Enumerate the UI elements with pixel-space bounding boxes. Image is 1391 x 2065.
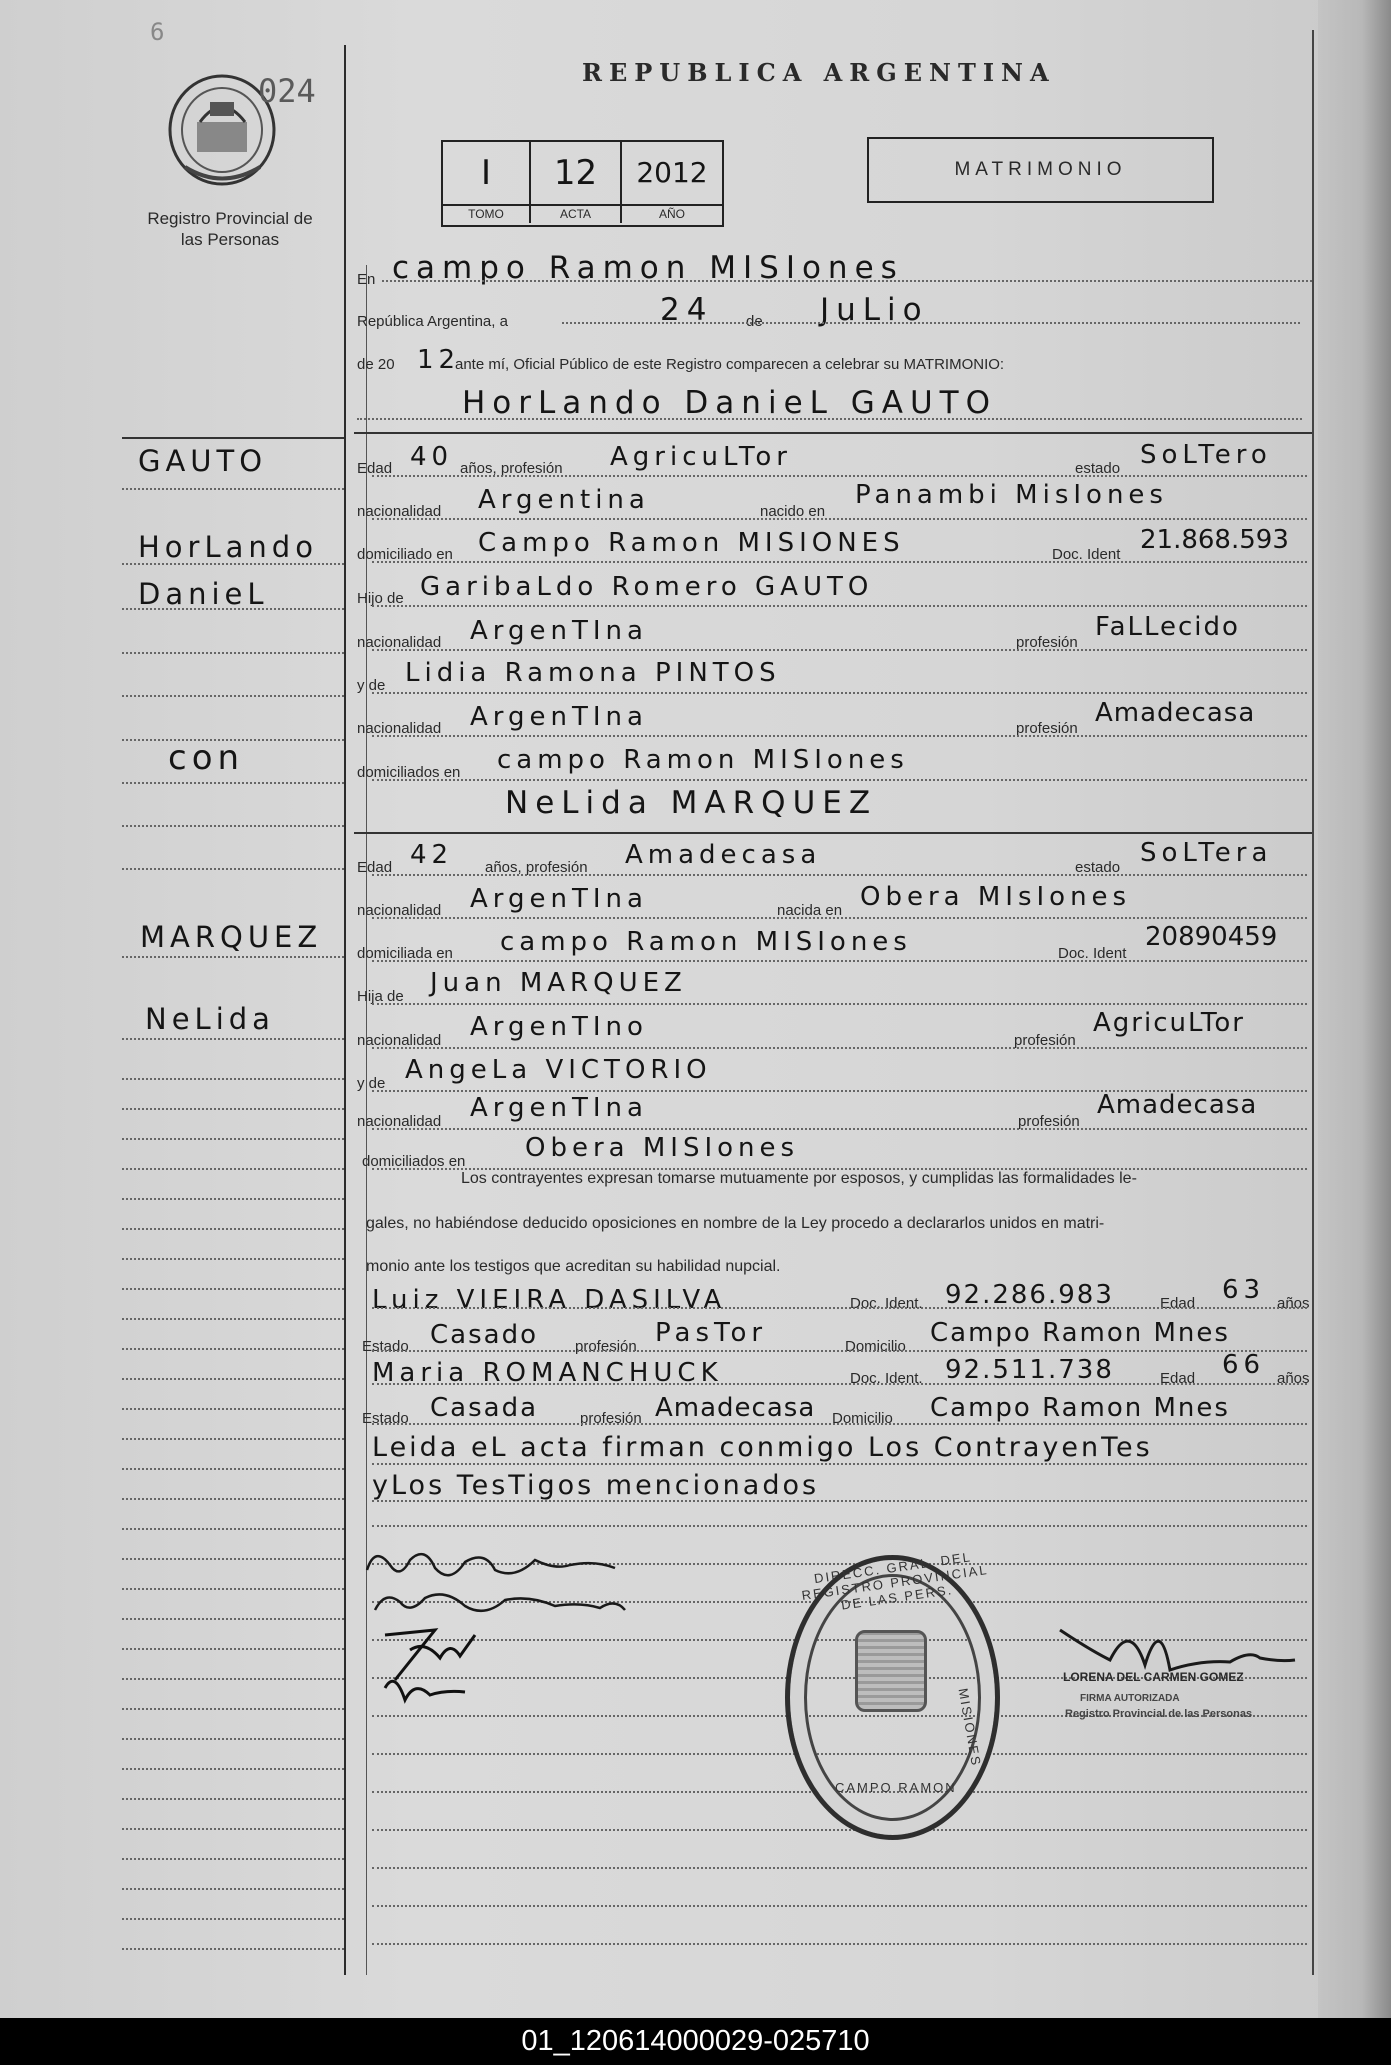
acta-cell — [531, 142, 622, 223]
side-ruled-line — [122, 1438, 344, 1440]
body-ruled-line — [372, 960, 1307, 962]
register-table — [441, 140, 724, 227]
side-ruled-line — [122, 1708, 344, 1710]
side-ruled-line — [122, 1588, 344, 1590]
side-ruled-line — [122, 1228, 344, 1230]
bride-mother-nac-label: nacionalidad — [357, 1113, 442, 1130]
bride-father: Juan MARQUEZ — [430, 968, 687, 998]
body-ruled-line — [372, 874, 1307, 876]
witness2-dom-label: Domicilio — [832, 1410, 893, 1427]
groom-age: 40 — [410, 442, 454, 472]
page-edge-shadow — [1318, 0, 1391, 2018]
seal-center-text: CAMPO RAMON — [835, 1780, 957, 1795]
body-ruled-line — [372, 779, 1307, 781]
witness2-profession: Amadecasa — [655, 1393, 816, 1423]
body-ruled-line — [372, 605, 1307, 607]
witness2-prof-label: profesión — [580, 1410, 642, 1427]
bride-nationality: ArgenTIna — [470, 884, 648, 914]
seal-emblem — [855, 1630, 927, 1712]
body-ruled-line — [372, 917, 1307, 919]
body-ruled-line — [372, 1905, 1307, 1907]
document-id: 01_120614000029-025710 — [521, 2025, 870, 2057]
legal-line-1: Los contrayentes expresan tomarse mutuamente por esposos, y cumplidas las formalidades le- — [461, 1170, 1137, 1187]
de-label: de — [746, 313, 763, 330]
groom-doc: 21.868.593 — [1140, 525, 1289, 555]
bride-y-de-label: y de — [357, 1075, 386, 1092]
acta-value: 12 — [531, 142, 620, 206]
witness1-age: 63 — [1222, 1275, 1266, 1305]
body-ruled-line — [372, 518, 1307, 520]
bride-mother-prof-label: profesión — [1018, 1113, 1080, 1130]
side-ruled-line — [122, 1888, 344, 1890]
side-ruled-line — [122, 1678, 344, 1680]
body-ruled-line — [372, 1500, 1307, 1502]
closing-line-1: Leida eL acta firman conmigo Los ContrayenTes — [372, 1432, 1153, 1463]
bride-doc-label: Doc. Ident — [1058, 945, 1127, 962]
body-ruled-line — [372, 1350, 1307, 1352]
body-ruled-line — [372, 649, 1307, 651]
witness1-profession: PasTor — [655, 1318, 768, 1348]
handwritten-signatures — [355, 1540, 675, 1720]
witness1-estado-label: Estado — [362, 1338, 409, 1355]
side-ruled-line — [122, 1498, 344, 1500]
bride-profesion-label: años, profesión — [485, 859, 588, 876]
witness1-anios-label: años — [1277, 1295, 1310, 1312]
groom-mother-nationality: ArgenTIna — [470, 702, 648, 732]
side-ruled-line — [122, 956, 344, 958]
side-ruled-line — [122, 1738, 344, 1740]
groom-divider — [354, 432, 1312, 434]
witness1-name: Luiz VIEIRA DASILVA — [372, 1285, 727, 1315]
legal-line-3: monio ante los testigos que acreditan su habilidad nupcial. — [366, 1258, 781, 1275]
left-border — [344, 45, 346, 1975]
body-ruled-line — [372, 1047, 1307, 1049]
bride-doc: 20890459 — [1145, 922, 1278, 952]
hija-de-label: Hija de — [357, 988, 404, 1005]
side-con: con — [168, 738, 245, 778]
body-ruled-line — [372, 1867, 1307, 1869]
bride-age: 42 — [410, 840, 454, 870]
side-ruled-line — [122, 1408, 344, 1410]
body-ruled-line — [372, 692, 1307, 694]
groom-doc-label: Doc. Ident — [1052, 546, 1121, 563]
side-divider — [122, 437, 344, 439]
side-bride-first: NeLida — [145, 1002, 275, 1036]
groom-father-nationality: ArgenTIna — [470, 616, 648, 646]
witness1-status: Casado — [430, 1320, 538, 1350]
bride-estado-label: estado — [1075, 859, 1121, 876]
side-ruled-line — [122, 1348, 344, 1350]
groom-status: SoLTero — [1140, 440, 1272, 470]
body-ruled-line — [372, 561, 1307, 563]
body-ruled-line — [372, 1168, 1307, 1170]
statement-text: ante mí, Oficial Público de este Registro comparecen a celebrar su MATRIMONIO: — [455, 356, 1005, 373]
side-ruled-line — [122, 1078, 344, 1080]
side-ruled-line — [122, 1618, 344, 1620]
bride-parents-dom-label: domiciliados en — [362, 1153, 466, 1170]
org-name: Registro Provincial de las Personas — [147, 209, 313, 249]
bride-status: SoLTera — [1140, 838, 1273, 868]
bride-edad-label: Edad — [357, 859, 393, 876]
groom-profesion-label: años, profesión — [460, 460, 563, 477]
bride-birthplace: Obera MIsIones — [860, 882, 1132, 912]
bride-dom-label: domiciliada en — [357, 945, 453, 962]
anio-value: 2012 — [622, 142, 722, 206]
side-ruled-line — [122, 782, 344, 784]
groom-y-de-label: y de — [357, 677, 386, 694]
seal-right-text: MISIONES — [955, 1687, 985, 1768]
side-ruled-line — [122, 1168, 344, 1170]
groom-dom-label: domiciliado en — [357, 546, 453, 563]
side-ruled-line — [122, 1648, 344, 1650]
body-ruled-line — [372, 1943, 1307, 1945]
witness2-estado-label: Estado — [362, 1410, 409, 1427]
bride-domicile: campo Ramon MISIones — [500, 927, 912, 957]
side-ruled-line — [122, 1858, 344, 1860]
side-ruled-line — [122, 563, 344, 565]
month-value: JuLio — [820, 292, 929, 328]
side-ruled-line — [122, 1108, 344, 1110]
anio-cell — [622, 142, 722, 223]
groom-full-name: HorLando DanieL GAUTO — [462, 385, 998, 421]
tomo-value: I — [443, 142, 529, 206]
groom-edad-label: Edad — [357, 460, 393, 477]
groom-mother-nac-label: nacionalidad — [357, 720, 442, 737]
side-ruled-line — [122, 1468, 344, 1470]
side-ruled-line — [122, 1378, 344, 1380]
groom-parents-dom-label: domiciliados en — [357, 764, 461, 781]
side-ruled-line — [122, 1828, 344, 1830]
groom-mother-prof-label: profesión — [1016, 720, 1078, 737]
right-border — [1312, 30, 1314, 1975]
groom-estado-label: estado — [1075, 460, 1121, 477]
legal-line-2: gales, no habiéndose deducido oposiciones en nombre de la Ley procedo a declararlos unidos en matri- — [366, 1215, 1105, 1232]
body-ruled-line — [372, 1128, 1307, 1130]
bride-nac-label: nacionalidad — [357, 902, 442, 919]
page-stamp-number: 024 — [258, 72, 316, 110]
side-ruled-line — [122, 1768, 344, 1770]
bride-father-nac-label: nacionalidad — [357, 1032, 442, 1049]
side-ruled-line — [122, 1258, 344, 1260]
side-ruled-line — [122, 488, 344, 490]
republica-label: República Argentina, a — [357, 313, 508, 330]
witness2-name: Maria ROMANCHUCK — [372, 1358, 723, 1388]
year-value: 12 — [417, 345, 461, 375]
witness2-edad-label: Edad — [1160, 1370, 1196, 1387]
body-ruled-line — [372, 735, 1307, 737]
side-bride-surname: MARQUEZ — [140, 920, 323, 954]
body-ruled-line — [372, 1525, 1307, 1527]
intro-line-4 — [357, 418, 1302, 420]
side-ruled-line — [122, 608, 344, 610]
body-ruled-line — [372, 1003, 1307, 1005]
bride-profession: Amadecasa — [625, 840, 822, 870]
side-ruled-line — [122, 1138, 344, 1140]
body-ruled-line — [372, 1307, 1307, 1309]
side-ruled-line — [122, 1528, 344, 1530]
witness2-age: 66 — [1222, 1350, 1266, 1380]
document-title: REPUBLICA ARGENTINA — [582, 58, 1056, 87]
act-type-box: MATRIMONIO — [867, 137, 1214, 203]
groom-nac-label: nacionalidad — [357, 503, 442, 520]
witness1-domicile: Campo Ramon Mnes — [930, 1318, 1230, 1348]
side-ruled-line — [122, 652, 344, 654]
groom-nacido-label: nacido en — [760, 503, 826, 520]
witness1-doc-label: Doc. Ident. — [850, 1295, 923, 1312]
witness2-doc: 92.511.738 — [945, 1355, 1114, 1385]
side-ruled-line — [122, 1038, 344, 1040]
groom-domicile: Campo Ramon MISIONES — [478, 528, 905, 558]
body-ruled-line — [372, 1463, 1307, 1465]
groom-father-profession: FaLLecido — [1095, 612, 1240, 642]
side-ruled-line — [122, 1558, 344, 1560]
bride-mother: AngeLa VICTORIO — [405, 1055, 712, 1085]
bride-parents-domicile: Obera MISIones — [525, 1133, 800, 1163]
groom-profession: AgricuLTor — [610, 442, 792, 472]
intro-line-2 — [562, 322, 1300, 324]
year-prefix: de 20 — [357, 356, 395, 373]
closing-line-2: yLos TesTigos mencionados — [372, 1470, 820, 1501]
witness2-status: Casada — [430, 1393, 539, 1423]
side-ruled-line — [122, 739, 344, 741]
side-ruled-line — [122, 1318, 344, 1320]
bride-father-prof-label: profesión — [1014, 1032, 1076, 1049]
witness2-doc-label: Doc. Ident. — [850, 1370, 923, 1387]
witness1-prof-label: profesión — [575, 1338, 637, 1355]
side-groom-surname: GAUTO — [138, 444, 268, 478]
groom-mother: Lidia Ramona PINTOS — [405, 658, 781, 688]
en-label: En — [357, 271, 376, 288]
side-ruled-line — [122, 1288, 344, 1290]
hijo-de-label: Hijo de — [357, 590, 404, 607]
side-ruled-line — [122, 868, 344, 870]
tomo-cell — [443, 142, 531, 223]
side-groom-middle: DanieL — [138, 577, 269, 611]
side-ruled-line — [122, 1798, 344, 1800]
bride-divider — [354, 832, 1312, 834]
body-ruled-line — [372, 475, 1307, 477]
acta-label: ACTA — [559, 207, 592, 221]
official-role: FIRMA AUTORIZADA — [1080, 1693, 1180, 1704]
bride-mother-profession: Amadecasa — [1097, 1090, 1258, 1120]
witness1-dom-label: Domicilio — [845, 1338, 906, 1355]
groom-birthplace: Panambi MisIones — [855, 480, 1168, 510]
side-ruled-line — [122, 825, 344, 827]
bride-full-name: NeLida MARQUEZ — [505, 785, 878, 821]
witness1-doc: 92.286.983 — [945, 1280, 1114, 1310]
official-name: LORENA DEL CARMEN GOMEZ — [1063, 1670, 1244, 1684]
body-ruled-line — [372, 1383, 1307, 1385]
groom-nationality: Argentina — [478, 485, 650, 515]
witness1-edad-label: Edad — [1160, 1295, 1196, 1312]
anio-label: AÑO — [658, 207, 685, 221]
side-ruled-line — [122, 695, 344, 697]
groom-father: GaribaLdo Romero GAUTO — [420, 572, 874, 602]
official-org: Registro Provincial de las Personas — [1065, 1708, 1253, 1720]
intro-line-1 — [382, 280, 1312, 282]
bride-father-profession: AgricuLTor — [1093, 1008, 1245, 1038]
bride-father-nationality: ArgenTIno — [470, 1012, 648, 1042]
groom-father-nac-label: nacionalidad — [357, 634, 442, 651]
tomo-label: TOMO — [468, 207, 504, 221]
bride-mother-nationality: ArgenTIna — [470, 1093, 648, 1123]
side-groom-first: HorLando — [138, 530, 318, 564]
groom-mother-profession: Amadecasa — [1095, 698, 1256, 728]
bride-nacida-label: nacida en — [777, 902, 843, 919]
seal-text: DIRECC. GRAL. DEL REGISTRO PROVINCIAL DE LAS PERS. — [800, 1549, 990, 1613]
body-ruled-line — [372, 1090, 1307, 1092]
side-ruled-line — [122, 1918, 344, 1920]
place-value: campo Ramon MISIones — [392, 250, 904, 286]
witness2-anios-label: años — [1277, 1370, 1310, 1387]
corner-mark: 6 — [150, 18, 165, 46]
groom-father-prof-label: profesión — [1016, 634, 1078, 651]
body-ruled-line — [372, 1423, 1307, 1425]
side-ruled-line — [122, 1948, 344, 1950]
day-value: 24 — [660, 292, 714, 328]
body-ruled-line — [372, 1829, 1307, 1831]
witness2-domicile: Campo Ramon Mnes — [930, 1393, 1230, 1423]
groom-parents-domicile: campo Ramon MISIones — [497, 745, 909, 775]
side-ruled-line — [122, 1198, 344, 1200]
